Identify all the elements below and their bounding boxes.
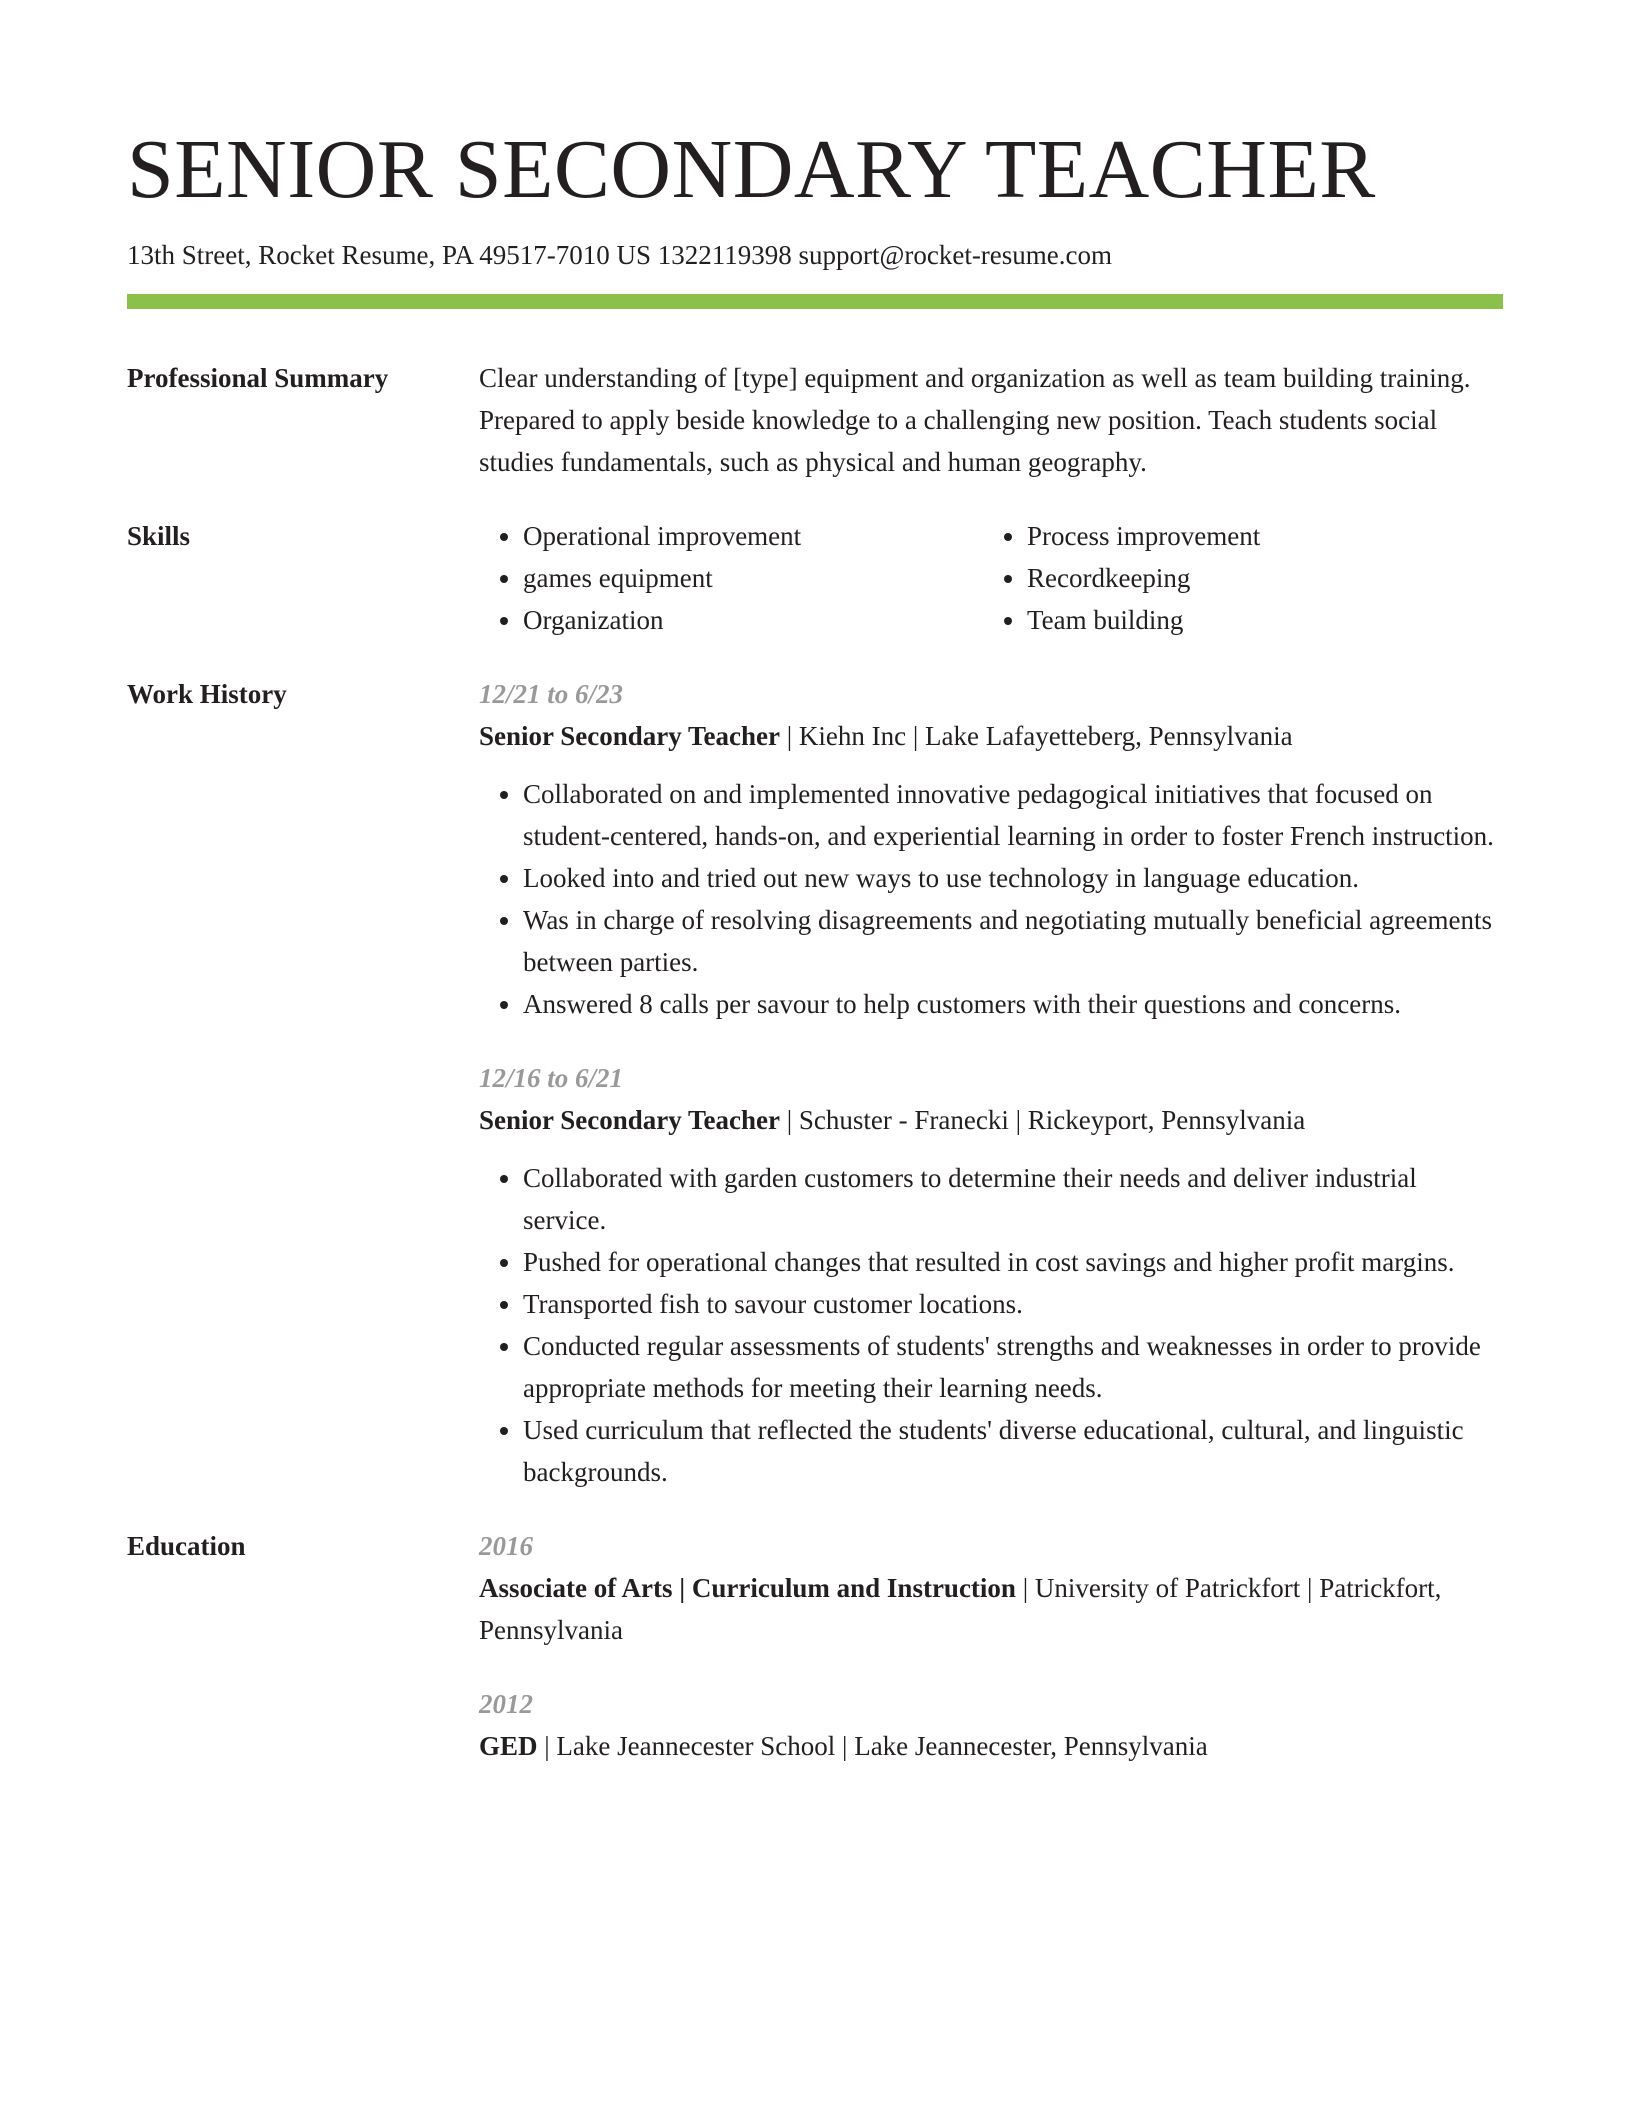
skill-item: • Recordkeeping	[1027, 557, 1487, 599]
education-label: Education	[127, 1531, 246, 1561]
work-history-section	[127, 673, 1503, 1493]
skills-column-2	[983, 515, 1487, 641]
job-dates: 12/21 to 6/23	[479, 679, 624, 709]
job-employer-location: | Schuster - Franecki | Rickeyport, Pennsylvania	[780, 1105, 1306, 1135]
job-entry	[479, 1057, 1503, 1493]
summary-label: Professional Summary	[127, 363, 389, 393]
job-bullet: • Pushed for operational changes that resulted in cost savings and higher profit margins.	[523, 1241, 1503, 1283]
job-bullet: • Transported fish to savour customer locations.	[523, 1283, 1503, 1325]
job-bullet: • Answered 8 calls per savour to help customers with their questions and concerns.	[523, 983, 1503, 1025]
job-title-line	[479, 715, 1503, 757]
education-line	[479, 1725, 1503, 1767]
skill-item: • Team building	[1027, 599, 1487, 641]
skill-item: • games equipment	[523, 557, 983, 599]
skills-label: Skills	[127, 521, 191, 551]
education-year: 2016	[479, 1531, 533, 1561]
resume-name: SENIOR SECONDARY TEACHER	[127, 123, 1376, 216]
education-school-location: | University of Patrickfort | Patrickfort, Pennsylvania	[479, 1573, 1442, 1645]
education-entry	[479, 1683, 1503, 1767]
summary-section	[127, 357, 1503, 483]
job-title-line	[479, 1099, 1503, 1141]
skills-grid	[479, 515, 1503, 641]
job-entry	[479, 673, 1503, 1025]
education-section	[127, 1525, 1503, 1767]
job-bullet: • Collaborated on and implemented innovative pedagogical initiatives that focused on student-centered, hands-on, and experiential learning in order to foster French instruction.	[523, 773, 1503, 857]
job-dates: 12/16 to 6/21	[479, 1063, 624, 1093]
accent-divider	[127, 294, 1503, 309]
skill-item: • Operational improvement	[523, 515, 983, 557]
job-bullet: • Used curriculum that reflected the students' diverse educational, cultural, and linguistic backgrounds.	[523, 1409, 1503, 1493]
job-bullet: • Was in charge of resolving disagreements and negotiating mutually beneficial agreements between parties.	[523, 899, 1503, 983]
skill-item: • Process improvement	[1027, 515, 1487, 557]
job-bullet: • Looked into and tried out new ways to use technology in language education.	[523, 857, 1503, 899]
education-line	[479, 1567, 1503, 1651]
job-title: Senior Secondary Teacher	[479, 1105, 781, 1135]
job-bullets	[479, 1157, 1503, 1493]
summary-text: Clear understanding of [type] equipment and organization as well as team building training. Prepared to apply beside knowledge to a challenging new position. Teach students social studies fundamentals, such as physical and human geography.	[479, 363, 1471, 477]
contact-line: 13th Street, Rocket Resume, PA 49517-7010 US 1322119398 support@rocket-resume.com	[127, 240, 1113, 270]
education-school-location: | Lake Jeannecester School | Lake Jeannecester, Pennsylvania	[537, 1731, 1208, 1761]
job-bullet: • Conducted regular assessments of students' strengths and weaknesses in order to provide appropriate methods for meeting their learning needs.	[523, 1325, 1503, 1409]
education-degree: GED	[479, 1731, 538, 1761]
resume-page	[127, 118, 1503, 1767]
job-employer-location: | Kiehn Inc | Lake Lafayetteberg, Pennsylvania	[780, 721, 1293, 751]
skills-column-1	[479, 515, 983, 641]
education-year: 2012	[479, 1689, 533, 1719]
skills-section	[127, 515, 1503, 641]
job-bullets	[479, 773, 1503, 1025]
education-degree: Associate of Arts | Curriculum and Instruction	[479, 1573, 1016, 1603]
education-entry	[479, 1525, 1503, 1651]
job-bullet: • Collaborated with garden customers to determine their needs and deliver industrial service.	[523, 1157, 1503, 1241]
job-title: Senior Secondary Teacher	[479, 721, 781, 751]
skill-item: • Organization	[523, 599, 983, 641]
work-history-label: Work History	[127, 679, 287, 709]
